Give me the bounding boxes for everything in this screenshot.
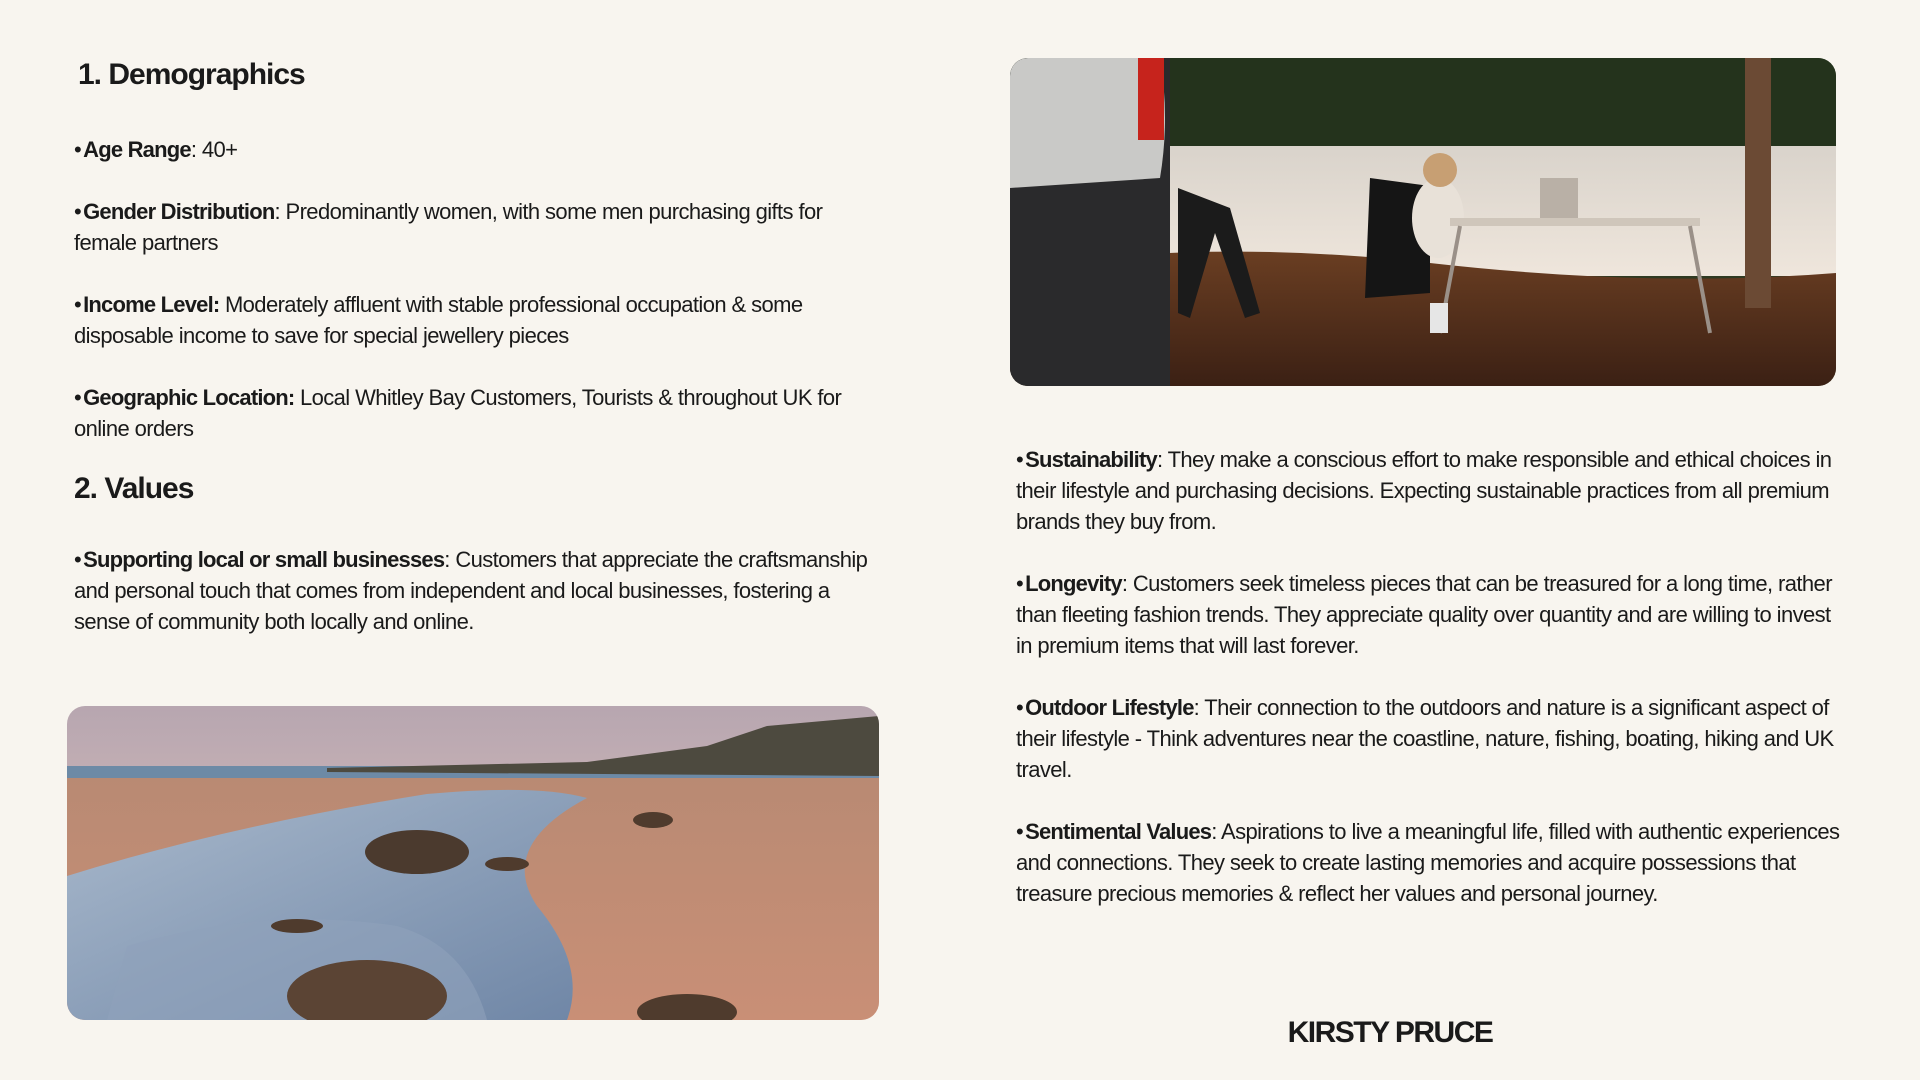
demographic-item-location: •Geographic Location: Local Whitley Bay Customers, Tourists & throughout UK for online orders xyxy=(74,385,842,441)
value-item-outdoor-lifestyle: •Outdoor Lifestyle: Their connection to the outdoors and nature is a significant aspect of their lifestyle - Think adventures near the coastline, nature, fishing, boating, hiking and UK travel. xyxy=(1016,695,1834,782)
right-column xyxy=(1016,444,1846,940)
value-item-sustainability: •Sustainability: They make a conscious effort to make responsible and ethical choices in their lifestyle and purchasing decisions. Expecting sustainable practices from all premium brands they buy from. xyxy=(1016,447,1832,534)
values-title: 2. Values xyxy=(74,472,194,505)
brand-name: KIRSTY PRUCE xyxy=(1287,1016,1493,1049)
value-item-sentimental: •Sentimental Values: Aspirations to live a meaningful life, filled with authentic experiences and connections. They seek to create lasting memories and acquire possessions that treasure precious memories & reflect her values and personal journey. xyxy=(1016,819,1840,906)
value-item-local-business: •Supporting local or small businesses: Customers that appreciate the craftsmanship and personal touch that comes from independent and local businesses, fostering a sense of community both locally and online. xyxy=(74,547,868,634)
camping-lakeside-photo xyxy=(1010,58,1836,386)
demographic-item-income: •Income Level: Moderately affluent with stable professional occupation & some disposable income to save for special jewellery pieces xyxy=(74,292,803,348)
demographic-item-age: •Age Range: 40+ xyxy=(74,137,238,162)
demographics-title: 1. Demographics xyxy=(78,58,305,91)
demographic-item-gender: •Gender Distribution: Predominantly women, with some men purchasing gifts for female partners xyxy=(74,199,823,255)
value-item-longevity: •Longevity: Customers seek timeless pieces that can be treasured for a long time, rather than fleeting fashion trends. They appreciate quality over quantity and are willing to invest in premium items that will last forever. xyxy=(1016,571,1832,658)
left-column xyxy=(74,56,874,668)
beach-coastline-photo xyxy=(67,706,879,1020)
